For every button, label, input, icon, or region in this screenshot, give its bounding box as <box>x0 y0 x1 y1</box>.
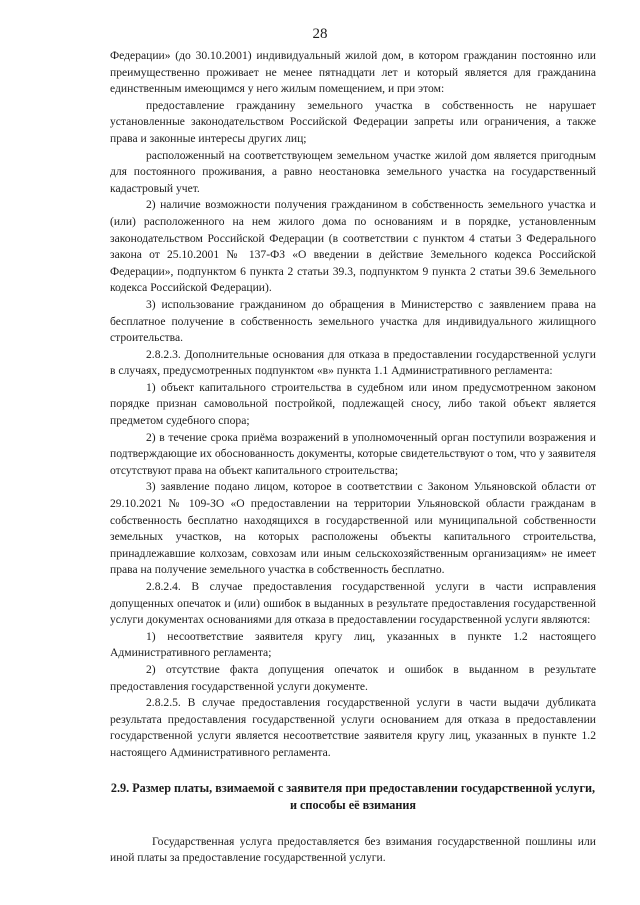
paragraph: 2) наличие возможности получения гражданином в собственность земельного участка и (или) расположенного на нем жилого дома по основаниям и в порядке, установленным законодательством Российской Федерации (в соответствии с пунктом 4 статьи 3 Федерального закона от 25.10.2001 № 137-ФЗ «О введении в действие Земельного кодекса Российской Федерации», подпунктом 6 пункта 2 статьи 39.3, подпунктом 9 пункта 2 статьи 39.6 Земельного кодекса Российской Федерации). <box>110 198 596 295</box>
section-title: 2.9. Размер платы, взимаемой с заявителя при предоставлении государственной услуги, и способы её взимания <box>110 780 596 812</box>
section-spacer <box>110 814 596 834</box>
paragraph: 2) отсутствие факта допущения опечаток и ошибок в выданном в результате предоставления государственной услуги документе. <box>110 662 596 693</box>
paragraph: предоставление гражданину земельного участка в собственность не нарушает установленные законодательством Российской Федерации запреты или ограничения, а также права и законные интересы других лиц; <box>110 98 596 145</box>
paragraph: Федерации» (до 30.10.2001) индивидуальный жилой дом, в котором гражданин постоянно или преимущественно проживает не менее пятнадцати лет и который является для гражданина единственным имеющимся у него жилым помещением, и при этом: <box>110 49 596 96</box>
final-paragraph: Государственная услуга предоставляется без взимания государственной пошлины или иной платы за предоставление государственной услуги. <box>110 834 596 865</box>
paragraph: 2.8.2.5. В случае предоставления государственной услуги в части выдачи дубликата результата предоставления государственной услуги основанием для отказа в предоставлении государственной услуги является несоответствие заявителя кругу лиц, указанных в пункте 1.2 настоящего Административного регламента. <box>110 696 596 759</box>
paragraph: 2.8.2.3. Дополнительные основания для отказа в предоставлении государственной услуги в случаях, предусмотренных подпунктом «в» пункта 1.1 Административного регламента: <box>110 347 596 378</box>
paragraph: расположенный на соответствующем земельном участке жилой дом является пригодным для постоянного проживания, а равно неостановка земельного участка на государственный кадастровый учет. <box>110 148 596 195</box>
paragraph: 1) объект капитального строительства в судебном или ином предусмотренном законом порядке признан самовольной постройкой, подлежащей сносу, либо такой объект является предметом судебного спора; <box>110 380 596 428</box>
paragraph: 3) заявление подано лицом, которое в соответствии с Законом Ульяновской области от 29.10.2021 № 109-ЗО «О предоставлении на территории Ульяновской области гражданам в собственность бесплатно находящихся в государственной или муниципальной собственности земельных участков, на которых расположены объекты капитального строительства, принадлежавшие колхозам, совхозам или иным сельскохозяйственным организациям» не имеет права на получение земельного участка в собственность бесплатно. <box>110 480 596 577</box>
page-number: 28 <box>312 26 328 42</box>
paragraph: 2) в течение срока приёма возражений в уполномоченный орган поступили возражения и подтверждающие их обоснованность документы, которые свидетельствуют о том, что у заявителя отсутствуют права на объект капитального строительства; <box>110 430 596 477</box>
paragraph: 3) использование гражданином до обращения в Министерство с заявлением права на бесплатное получение в собственность земельного участка для индивидуального жилищного строительства. <box>110 297 596 345</box>
paragraph: 2.8.2.4. В случае предоставления государственной услуги в части исправления допущенных опечаток и (или) ошибок в выданных в результате предоставления государственной услуги документах основаниями для отказа в предоставлении государственной услуги являются: <box>110 580 596 627</box>
document-body <box>110 48 596 867</box>
paragraph: 1) несоответствие заявителя кругу лиц, указанных в пункте 1.2 настоящего Административного регламента; <box>110 629 596 660</box>
